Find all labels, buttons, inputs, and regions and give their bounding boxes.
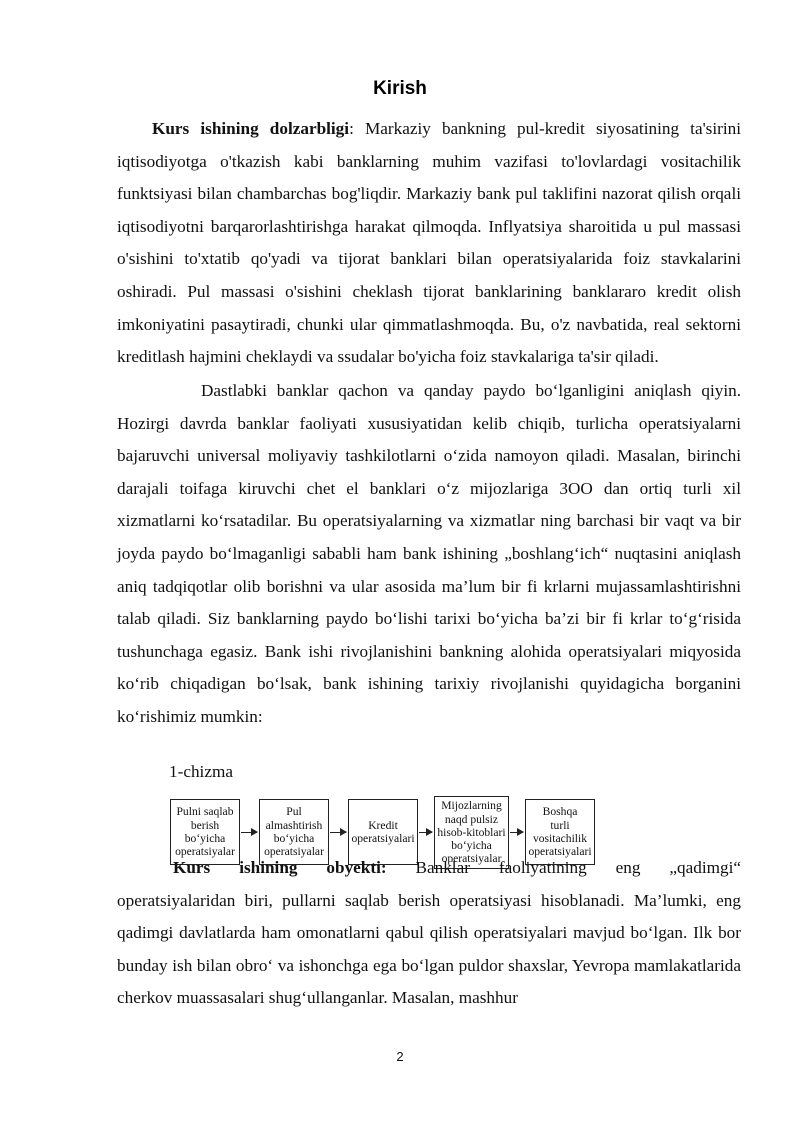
arrow-right-icon: [241, 832, 257, 833]
paragraph-history: Dastlabki banklar qachon va qanday paydo bo‘lganligini aniqlash qiyin. Hozirgi davrda banklar faoliyati xususiyatidan kelib chiqib, turlicha operatsiyalarni bajaruvchi universal moliyaviy tashkilotlarni o‘zida namoyon qiladi. Masalan, birinchi darajali toifaga kiruvchi chet el banklari o‘z mijozlariga 3OO dan ortiq turli xil xizmatlarni ko‘rsatadilar. Bu operatsiyalarning va xizmatlar ning barchasi bir vaqt va bir joyda paydo bo‘lmaganligi sababli ham bank ishining „boshlang‘ich“ nuqtasini aniqlash aniq tadqiqotlar olib borishni va ular asosida ma’lum bir fi krlarni mujassamlashtirishni talab qiladi. Siz banklarning paydo bo‘lishi tarixi bo‘yicha ba’zi bir fi krlar to‘g‘risida tushunchaga egasiz. Bank ishi rivojlanishini bankning alohida operatsiyalari miqyosida ko‘rib chiqadigan bo‘lsak, bank ishining tarixiy rivojlanishi quyidagicha borganini ko‘rishimiz mumkin:: [117, 381, 741, 726]
object-lead-word: Kurs: [173, 858, 211, 877]
arrow-right-icon: [330, 832, 346, 833]
figure-label: 1-chizma: [169, 762, 233, 781]
object-lead-word: eng: [615, 858, 641, 877]
arrow-right-icon: [510, 832, 523, 833]
paragraph-object: [117, 852, 741, 1015]
relevance-lead: Kurs ishining dolzarbligi: [152, 119, 350, 138]
object-lead-word: „qadimgi“: [669, 858, 741, 877]
arrow-right-icon: [419, 832, 432, 833]
paragraph-relevance: [117, 113, 741, 374]
relevance-text: : Markaziy bankning pul-kredit siyosatining ta'sirini iqtisodiyotga o'tkazish kabi banklarning muhim vazifasi to'lovlardagi vositachilik funktsiyasi bilan chambarchas bog'liqdir. Markaziy bank pul taklifini nazorat qilish orqali iqtisodiyotni barqarorlashtirishga harakat qilmoqda. Inflyatsiya sharoitida u pul massasi o'sishini to'xtatib qo'yadi va tijorat banklari bilan operatsiyalarida foiz stavkalarini oshiradi. Pul massasi o'sishini cheklash tijorat banklarining banklararo kredit olish imkoniyatini pasaytiradi, chunki ular qimmatlashmoqda. Bu, o'z navbatida, real sektorni kreditlash hajmini cheklaydi va ssudalar bo'yicha foiz stavkalariga ta'sir qiladi.: [117, 119, 742, 367]
object-lead-word: faoliyatining: [498, 858, 587, 877]
diagram-box-credit-label: Kredit operatsiyalari: [351, 818, 415, 845]
object-lead-word: ishining: [239, 858, 298, 877]
diagram-box-storage-label: Pulni saqlab berish bo‘yicha operatsiyalar: [175, 805, 235, 859]
diagram-box-exchange-label: Pul almashtirish bo‘yicha operatsiyalar: [264, 805, 324, 859]
diagram-box-settlements-label: Mijozlarning naqd pulsiz hisob-kitoblari bo‘yicha operatsiyalar: [437, 799, 506, 866]
page-number: 2: [396, 1049, 404, 1064]
page-title: Kirish: [373, 78, 427, 99]
object-text: operatsiyalaridan biri, pullarni saqlab berish operatsiyasi hisoblanadi. Ma’lumki, eng qadimgi davlatlarda ham omonatlarni qabul qilish operatsiyalari mavjud bo‘lgan. Ilk bor bunday ish bilan obro‘ va ishonchga ega bo‘lgan puldor shaxslar, Yevropa mamlakatlarida cherkov muassasalari shug‘ullanganlar. Masalan, mashhur: [117, 890, 741, 1008]
object-lead-line: [117, 852, 741, 885]
object-lead-word: Banklar: [415, 858, 470, 877]
diagram-box-other-label: Boshqa turli vositachilik operatsiyalari: [528, 805, 592, 859]
object-lead-word: obyekti:: [326, 858, 387, 877]
